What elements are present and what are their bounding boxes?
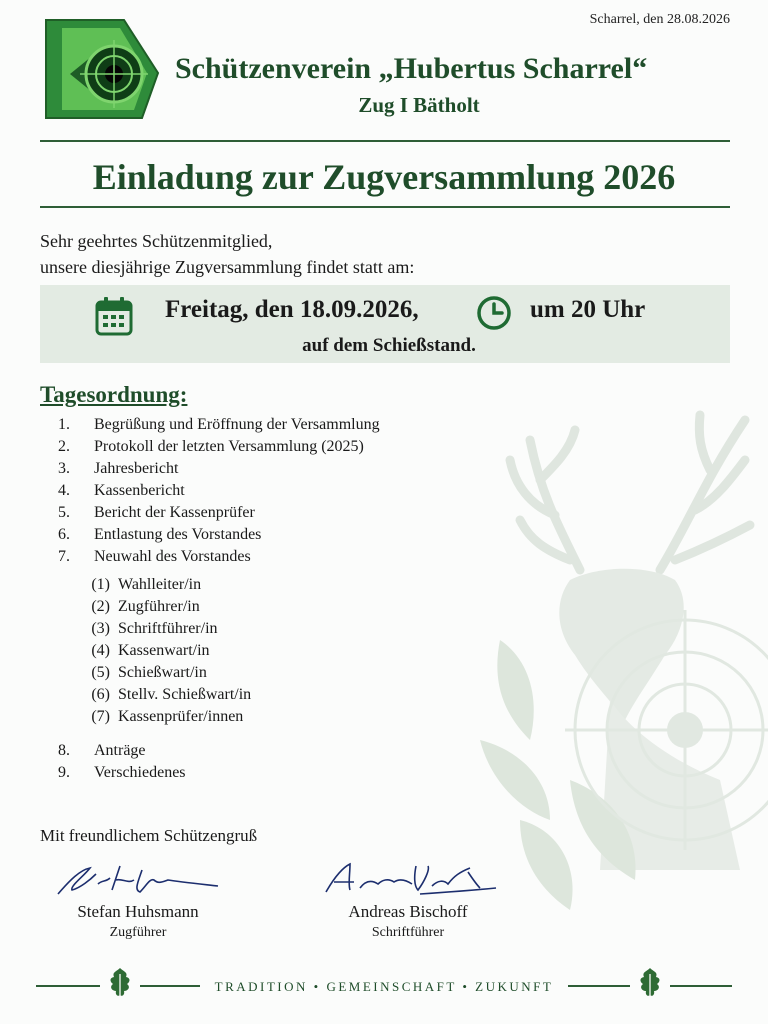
- item-number: 8.: [58, 742, 70, 759]
- club-subtitle: Zug I Bätholt: [358, 93, 480, 117]
- subitem-text: Stellv. Schießwart/in: [118, 686, 252, 703]
- signature-2: [320, 858, 500, 900]
- list-item: [40, 742, 146, 760]
- footer-line-right: [670, 985, 732, 987]
- closing-line: Mit freundlichem Schützengruß: [40, 826, 258, 845]
- subitem-number: (5): [91, 664, 110, 681]
- item-text: Begrüßung und Eröffnung der Versammlung: [94, 416, 380, 433]
- item-text: Kassenbericht: [94, 482, 185, 499]
- divider-bottom: [40, 206, 730, 208]
- signature-role-1: Zugführer: [109, 925, 167, 940]
- list-item: [80, 642, 210, 660]
- list-item: [40, 416, 380, 434]
- list-item: [40, 482, 185, 500]
- event-time: um 20 Uhr: [530, 296, 646, 323]
- list-item: [40, 438, 364, 456]
- greeting-line-2: unsere diesjährige Zugversammlung findet statt am:: [40, 257, 415, 277]
- list-item: [80, 664, 207, 682]
- signature-name-2: Andreas Bischoff: [348, 902, 468, 921]
- item-number: 4.: [58, 482, 70, 499]
- item-number: 1.: [58, 416, 70, 433]
- item-text: Neuwahl des Vorstandes: [94, 548, 251, 565]
- subitem-text: Schriftführer/in: [118, 620, 218, 637]
- divider-top: [40, 140, 730, 142]
- subitem-number: (6): [91, 686, 110, 703]
- list-item: [80, 620, 218, 638]
- subitem-text: Wahlleiter/in: [118, 576, 202, 593]
- footer-line-mid-right: [568, 985, 630, 987]
- item-number: 6.: [58, 526, 70, 543]
- item-text: Entlastung des Vorstandes: [94, 526, 262, 543]
- signature-name-1: Stefan Huhsmann: [77, 902, 199, 921]
- list-item: [40, 504, 255, 522]
- stag-watermark: [460, 400, 768, 920]
- list-item: [40, 764, 186, 782]
- subitem-text: Kassenwart/in: [118, 642, 210, 659]
- clock-icon: [476, 295, 512, 331]
- list-item: [80, 576, 201, 594]
- list-item: [40, 526, 261, 544]
- greeting-line-1: Sehr geehrtes Schützenmitglied,: [40, 231, 273, 251]
- list-item: [80, 686, 251, 704]
- item-number: 5.: [58, 504, 70, 521]
- agenda-heading: Tagesordnung:: [40, 382, 188, 407]
- greeting: [40, 228, 414, 280]
- footer-motto: TRADITION • GEMEINSCHAFT • ZUKUNFT: [214, 979, 554, 994]
- subitem-text: Zugführer/in: [118, 598, 200, 615]
- signature-1: [50, 860, 230, 900]
- document-date: Scharrel, den 28.08.2026: [589, 12, 730, 27]
- item-number: 9.: [58, 764, 70, 781]
- subitem-number: (1): [91, 576, 110, 593]
- subitem-number: (4): [91, 642, 110, 659]
- event-place: auf dem Schießstand.: [302, 335, 476, 356]
- page-title: Einladung zur Zugversammlung 2026: [92, 157, 676, 197]
- list-item: [80, 708, 243, 726]
- oak-leaf-icon: [636, 966, 664, 1002]
- item-text: Bericht der Kassenprüfer: [94, 504, 255, 521]
- list-item: [40, 548, 251, 566]
- event-date: Freitag, den 18.09.2026,: [165, 296, 419, 323]
- subitem-number: (7): [91, 708, 110, 725]
- item-text: Jahresbericht: [94, 460, 179, 477]
- item-text: Protokoll der letzten Versammlung (2025): [94, 438, 364, 455]
- subitem-number: (2): [91, 598, 110, 615]
- item-number: 2.: [58, 438, 70, 455]
- list-item: [40, 460, 178, 478]
- item-number: 7.: [58, 548, 70, 565]
- list-item: [80, 598, 200, 616]
- subitem-text: Schießwart/in: [118, 664, 207, 681]
- subitem-number: (3): [91, 620, 110, 637]
- subitem-text: Kassenprüfer/innen: [118, 708, 244, 725]
- item-text: Anträge: [94, 742, 146, 759]
- signature-role-2: Schriftführer: [371, 925, 445, 940]
- club-name: Schützenverein „Hubertus Scharrel“: [175, 52, 648, 85]
- calendar-icon: [95, 296, 133, 336]
- item-number: 3.: [58, 460, 70, 477]
- item-text: Verschiedenes: [94, 764, 186, 781]
